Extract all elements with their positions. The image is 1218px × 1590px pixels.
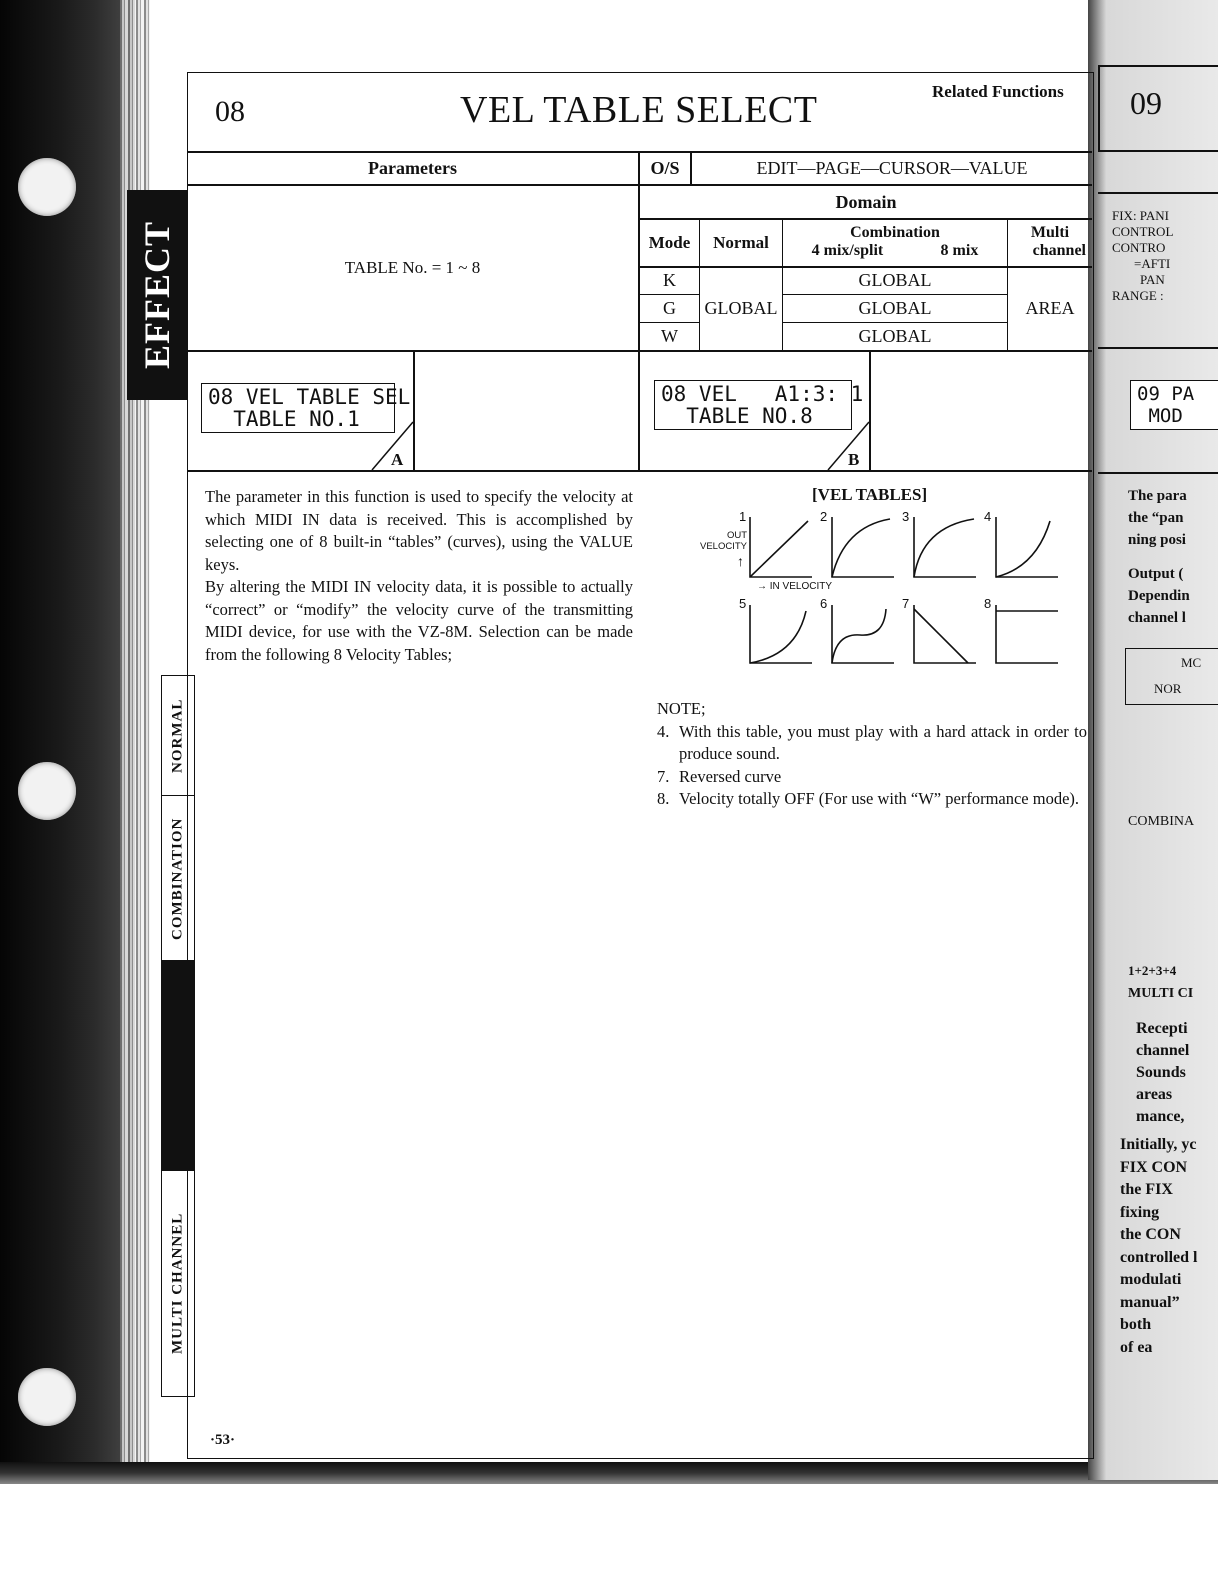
velocity-label: VELOCITY	[700, 541, 747, 552]
page-bottom-shadow	[0, 1462, 1218, 1484]
graph-frame-8	[996, 605, 1058, 663]
mode-header: Mode	[648, 233, 691, 252]
channel-label: channel	[1032, 242, 1086, 259]
note-number: 7.	[657, 766, 670, 786]
note-text: Reversed curve	[679, 766, 782, 786]
out-velocity-label	[691, 530, 747, 552]
next-page-cell: MC	[1181, 655, 1202, 670]
next-page-number: 09	[1130, 85, 1162, 121]
graph-frame-5	[750, 605, 812, 663]
next-page-lcd	[1130, 380, 1218, 430]
graph-number-4: 4	[984, 509, 992, 524]
next-page-text-2	[1136, 1018, 1189, 1128]
related-functions-label: Related Functions	[932, 82, 1064, 101]
graph-frame-2	[832, 517, 894, 577]
combination-header	[783, 224, 1007, 260]
next-page-line: 1+2+3+4	[1128, 963, 1177, 978]
domain-header: Domain	[835, 191, 897, 212]
curve-1	[750, 521, 808, 577]
mix-split-label: 4 mix/split	[811, 242, 884, 259]
in-velocity-label: → IN VELOCITY	[757, 581, 833, 592]
next-page-line: FIX CON	[1120, 1158, 1188, 1176]
normal-value: GLOBAL	[704, 298, 778, 318]
combination-w: GLOBAL	[858, 326, 932, 346]
display-a-label: A	[391, 450, 404, 469]
next-page-line: of ea	[1120, 1338, 1153, 1356]
divider	[1098, 150, 1218, 152]
lcd-line: MOD	[1137, 405, 1183, 427]
next-page-line: PAN	[1140, 272, 1165, 287]
page-number: ·53·	[210, 1432, 236, 1448]
next-page-header-box	[1098, 65, 1218, 152]
next-page-line: manual”	[1120, 1293, 1180, 1311]
next-page-line: MULTI CI	[1128, 986, 1194, 1001]
next-page-line: controlled l	[1120, 1248, 1198, 1266]
mode-g: G	[663, 298, 676, 318]
table-rule	[187, 470, 1092, 472]
next-page-line: ning posi	[1128, 532, 1186, 548]
next-page-line: channel l	[1128, 610, 1186, 626]
vel-tables-graphs	[740, 505, 1080, 665]
graph-frame-3	[914, 517, 976, 577]
next-page-line: the FIX	[1120, 1181, 1173, 1198]
next-page-line: modulati	[1120, 1271, 1182, 1288]
lcd-line-2: TABLE NO.1	[208, 407, 360, 431]
combination-k: GLOBAL	[858, 270, 932, 290]
multi-channel-tab-label: MULTI CHANNEL	[169, 1212, 186, 1355]
graph-number-2: 2	[820, 509, 828, 524]
graph-number-6: 6	[820, 596, 828, 611]
next-page-line: Initially, yc	[1120, 1136, 1197, 1153]
parameter-value: TABLE No. = 1 ~ 8	[344, 258, 481, 277]
binder-spine	[0, 0, 135, 1480]
mode-w: W	[661, 326, 678, 346]
mode-k: K	[663, 270, 676, 290]
graph-number-3: 3	[902, 509, 910, 524]
os-path: EDIT—PAGE—CURSOR—VALUE	[756, 158, 1028, 178]
mix8-label: 8 mix	[940, 242, 979, 259]
normal-tab-label: NORMAL	[169, 698, 186, 774]
next-page-line: both	[1120, 1316, 1152, 1333]
description-paragraph-1: The parameter in this function is used to specify the velocity at which MIDI IN data is received. This is accomplished by selecting one of 8 built-in “tables” (curves), using the VALUE keys.	[205, 487, 633, 574]
combination-g: GLOBAL	[858, 298, 932, 318]
next-page-text	[1128, 485, 1190, 629]
up-arrow-icon: ↑	[737, 555, 744, 570]
next-page-line: areas	[1136, 1086, 1173, 1103]
next-page-line: channel	[1136, 1042, 1190, 1059]
next-page-line: Output (	[1128, 566, 1184, 582]
next-page-line: the “pan	[1128, 510, 1184, 526]
note-item	[657, 766, 1087, 789]
multi-value: AREA	[1025, 298, 1075, 318]
binder-hole	[18, 762, 76, 820]
display-b-label: B	[848, 450, 860, 469]
note-item	[657, 788, 1087, 811]
next-page-line: RANGE :	[1112, 288, 1164, 303]
curve-4	[996, 521, 1050, 577]
next-page-params	[1112, 208, 1173, 304]
notes-heading: NOTE;	[657, 699, 706, 718]
graph-number-8: 8	[984, 596, 992, 611]
divider	[1098, 347, 1218, 349]
description	[205, 486, 633, 666]
next-page-text-3	[1120, 1134, 1197, 1359]
note-item	[657, 721, 1087, 766]
next-page-line: Dependin	[1128, 588, 1190, 604]
display-b-lcd	[654, 380, 864, 430]
graph-frame-7	[914, 605, 976, 663]
next-page-line: CONTROL	[1112, 224, 1174, 239]
next-page-table	[1125, 648, 1218, 705]
curve-7	[914, 609, 968, 663]
effect-tab	[127, 190, 187, 400]
lcd-line: 09 PA	[1137, 383, 1195, 405]
next-page-line: Recepti	[1136, 1020, 1188, 1037]
curve-2	[832, 519, 890, 577]
binder-hole	[18, 158, 76, 216]
combination-tab-label: COMBINATION	[169, 817, 186, 940]
next-page-line: mance,	[1136, 1108, 1185, 1125]
combination-label: Combination	[850, 224, 940, 241]
next-page-line: FIX: PANI	[1112, 208, 1169, 223]
curve-3	[914, 519, 974, 577]
curve-5	[750, 611, 806, 663]
next-page-line: The para	[1128, 488, 1187, 504]
next-page-line: COMBINA	[1128, 814, 1195, 829]
next-page-line: the CON	[1120, 1226, 1181, 1243]
next-page-line: =AFTI	[1134, 256, 1171, 271]
note-number: 4.	[657, 721, 670, 741]
combination-subheaders	[783, 242, 1007, 260]
graph-number-1: 1	[739, 509, 747, 524]
description-paragraph-2: By altering the MIDI IN velocity data, it is possible to actually “correct” or “modify” the velocity curve of the transmitting MIDI device, for use with the VZ-8M. Selection can be made from the following 8 Velocity Tables;	[205, 577, 633, 664]
note-number: 8.	[657, 789, 670, 808]
vel-tables-title: [VEL TABLES]	[812, 485, 928, 504]
function-number: 08	[215, 95, 245, 128]
divider	[1098, 472, 1218, 474]
page-title: VEL TABLE SELECT	[460, 89, 818, 131]
next-page-cell: NOR	[1154, 681, 1182, 696]
os-header: O/S	[650, 158, 680, 178]
next-page-line: fixing	[1120, 1203, 1160, 1221]
next-page-line: Sounds	[1136, 1064, 1186, 1081]
out-label: OUT	[726, 530, 747, 541]
effect-tab-label: EFFECT	[137, 221, 177, 370]
multi-channel-header	[1008, 224, 1092, 260]
next-page-line: CONTRO	[1112, 240, 1166, 255]
notes	[657, 698, 1087, 811]
graph-number-5: 5	[739, 596, 747, 611]
binder-hole	[18, 1368, 76, 1426]
note-text: With this table, you must play with a hard attack in order to produce sound.	[679, 721, 1087, 763]
multi-label: Multi	[1030, 224, 1070, 241]
lcd-line-1: 08 VEL TABLE SEL	[208, 385, 411, 409]
display-a-lcd	[201, 383, 411, 433]
lcd-line-2: TABLE NO.8	[661, 404, 813, 428]
note-text: Velocity totally OFF (For use with “W” performance mode).	[679, 789, 1080, 808]
graph-number-7: 7	[902, 596, 910, 611]
parameters-header: Parameters	[368, 158, 457, 178]
curve-6	[832, 609, 886, 663]
normal-header: Normal	[713, 233, 769, 252]
lcd-line-1: 08 VEL A1:3: 1	[661, 382, 864, 406]
divider	[1098, 192, 1218, 194]
